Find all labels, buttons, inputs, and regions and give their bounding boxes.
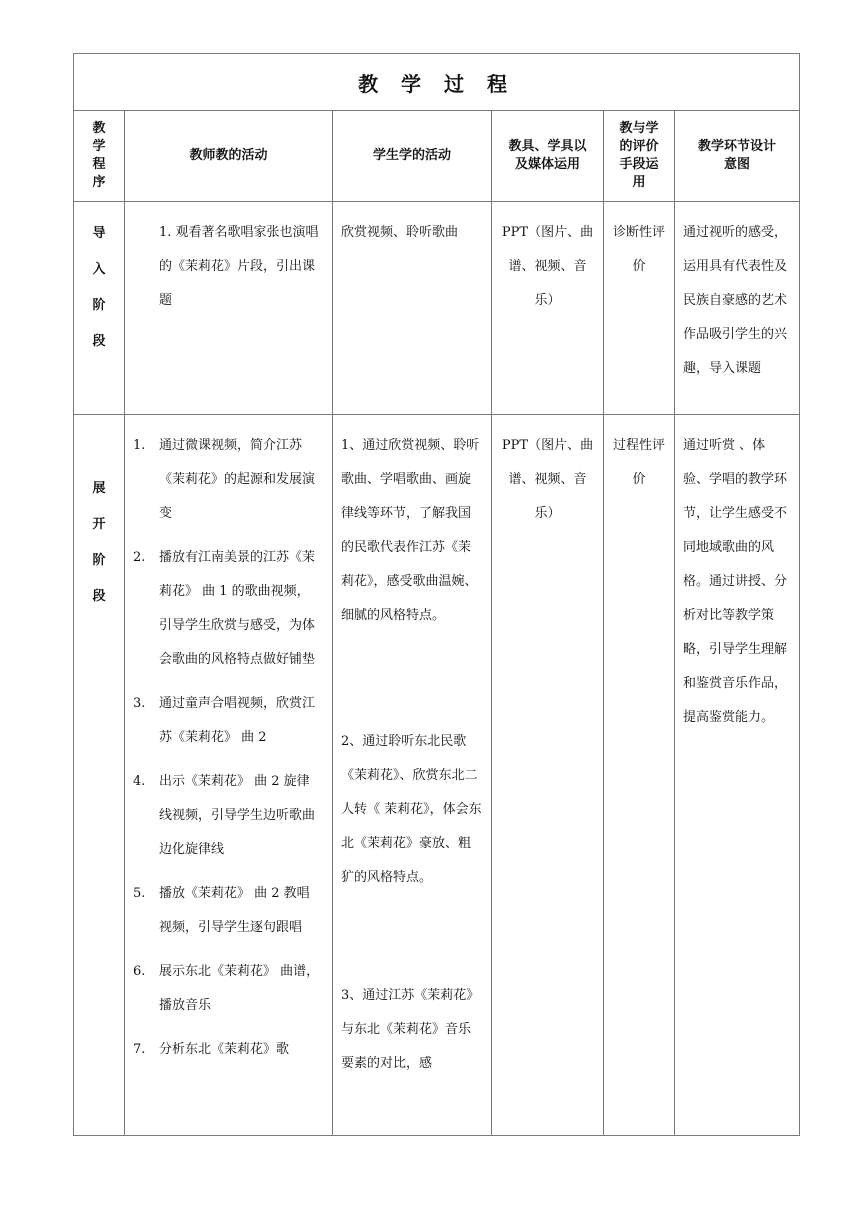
header-stage-char: 程 [92,157,106,172]
item-number: 2. [133,550,146,565]
item-text: 出示《茉莉花》 曲 2 旋律线视频，引导学生边听歌曲边化旋律线 [159,774,316,857]
list-item [125,765,320,867]
header-eval-line: 的评价 [619,139,659,154]
development-stage-label [74,415,125,1136]
header-stage-char: 序 [92,175,106,190]
teaching-process-table [73,53,800,1136]
list-item [125,1033,320,1067]
stage-char: 展 [92,481,106,496]
header-eval-line: 手段运 [619,157,659,172]
header-eval [604,111,675,202]
item-text: 播放有江南美景的江苏《茉莉花》 曲 1 的歌曲视频，引导学生欣赏与感受，为体会歌曲的风格特点做好铺垫 [159,550,316,667]
header-student: 学生学的活动 [333,111,492,202]
intro-stage-label [74,202,125,415]
item-text: 播放《茉莉花》 曲 2 教唱视频，引导学生逐句跟唱 [159,886,310,935]
item-number: 4. [133,774,146,789]
intro-teacher-text: 1. 观看著名歌唱家张也演唱的《茉莉花》片段，引出课题 [159,225,319,308]
stage-char: 阶 [92,298,106,313]
header-design-line: 意图 [724,157,751,172]
item-number: 3. [133,696,146,711]
development-tools-text: PPT（图片、曲谱、视频、音乐） [501,438,594,521]
intro-student-cell [333,202,492,415]
intro-eval-text: 诊断性评价 [612,225,665,274]
student-activity-block [333,415,491,1081]
list-item [125,687,320,755]
header-tools-line: 教具、学具以 [508,139,587,154]
header-stage [74,111,125,202]
title-cell [74,54,800,111]
intro-eval-cell [604,202,675,415]
development-eval-text: 过程性评价 [612,438,665,487]
teacher-activity-list [125,415,332,1067]
item-number: 7. [133,1042,146,1057]
header-design [675,111,800,202]
header-tools-line: 及媒体运用 [514,157,580,172]
stage-char: 段 [92,334,106,349]
stage-char: 导 [92,226,106,241]
development-design-cell [675,415,800,1136]
item-number: 6. [133,964,146,979]
table-title: 教 学 过 程 [358,71,515,96]
intro-tools-cell [492,202,604,415]
title-row [74,54,800,111]
header-teacher: 教师教的活动 [125,111,333,202]
student-activity-3: 3、通过江苏《茉莉花》与东北《茉莉花》音乐要素的对比，感 [341,988,480,1071]
list-item [125,877,320,945]
item-text: 通过童声合唱视频，欣赏江苏《茉莉花》 曲 2 [159,696,316,745]
intro-design-cell [675,202,800,415]
item-text: 分析东北《茉莉花》歌 [159,1042,290,1057]
stage-char: 开 [92,517,106,532]
intro-design-text: 通过视听的感受，运用具有代表性及民族自豪感的艺术作品吸引学生的兴趣，导入课题 [683,225,788,376]
development-teacher-cell [125,415,333,1136]
intro-tools-text: PPT（图片、曲谱、视频、音乐） [501,225,594,308]
intro-student-text: 欣赏视频、聆听歌曲 [341,225,459,240]
header-stage-char: 学 [92,139,106,154]
development-design-text: 通过听赏 、体验、学唱的教学环节，让学生感受不同地域歌曲的风格。通过讲授、分析对比等教学策略，引导学生理解和鉴赏音乐作品，提高鉴赏能力。 [683,438,788,725]
header-tools [492,111,604,202]
header-eval-line: 教与学 [619,121,659,136]
intro-teacher-cell [125,202,333,415]
development-row [74,415,800,1136]
header-stage-char: 教 [92,121,106,136]
development-tools-cell [492,415,604,1136]
student-activity-2: 2、通过聆听东北民歌《茉莉花》、欣赏东北二人转《 茉莉花》，体会东北《茉莉花》豪放、粗犷的风格特点。 [341,734,482,885]
intro-row [74,202,800,415]
header-eval-line: 用 [632,175,646,190]
stage-char: 入 [92,262,106,277]
header-row [74,111,800,202]
stage-char: 阶 [92,553,106,568]
list-item [125,955,320,1023]
item-text: 展示东北《茉莉花》 曲谱，播放音乐 [159,964,320,1013]
header-design-line: 教学环节设计 [698,139,777,154]
item-number: 1. [133,438,146,453]
development-eval-cell [604,415,675,1136]
stage-char: 段 [92,589,106,604]
list-item [125,429,320,531]
list-item [125,541,320,677]
item-text: 通过微课视频，简介江苏《茉莉花》的起源和发展演变 [159,438,316,521]
student-activity-1: 1、通过欣赏视频、聆听歌曲、学唱歌曲、画旋律线等环节，了解我国的民歌代表作江苏《茉莉花》，感受歌曲温婉、细腻的风格特点。 [341,438,480,623]
item-number: 5. [133,886,146,901]
development-student-cell [333,415,492,1136]
